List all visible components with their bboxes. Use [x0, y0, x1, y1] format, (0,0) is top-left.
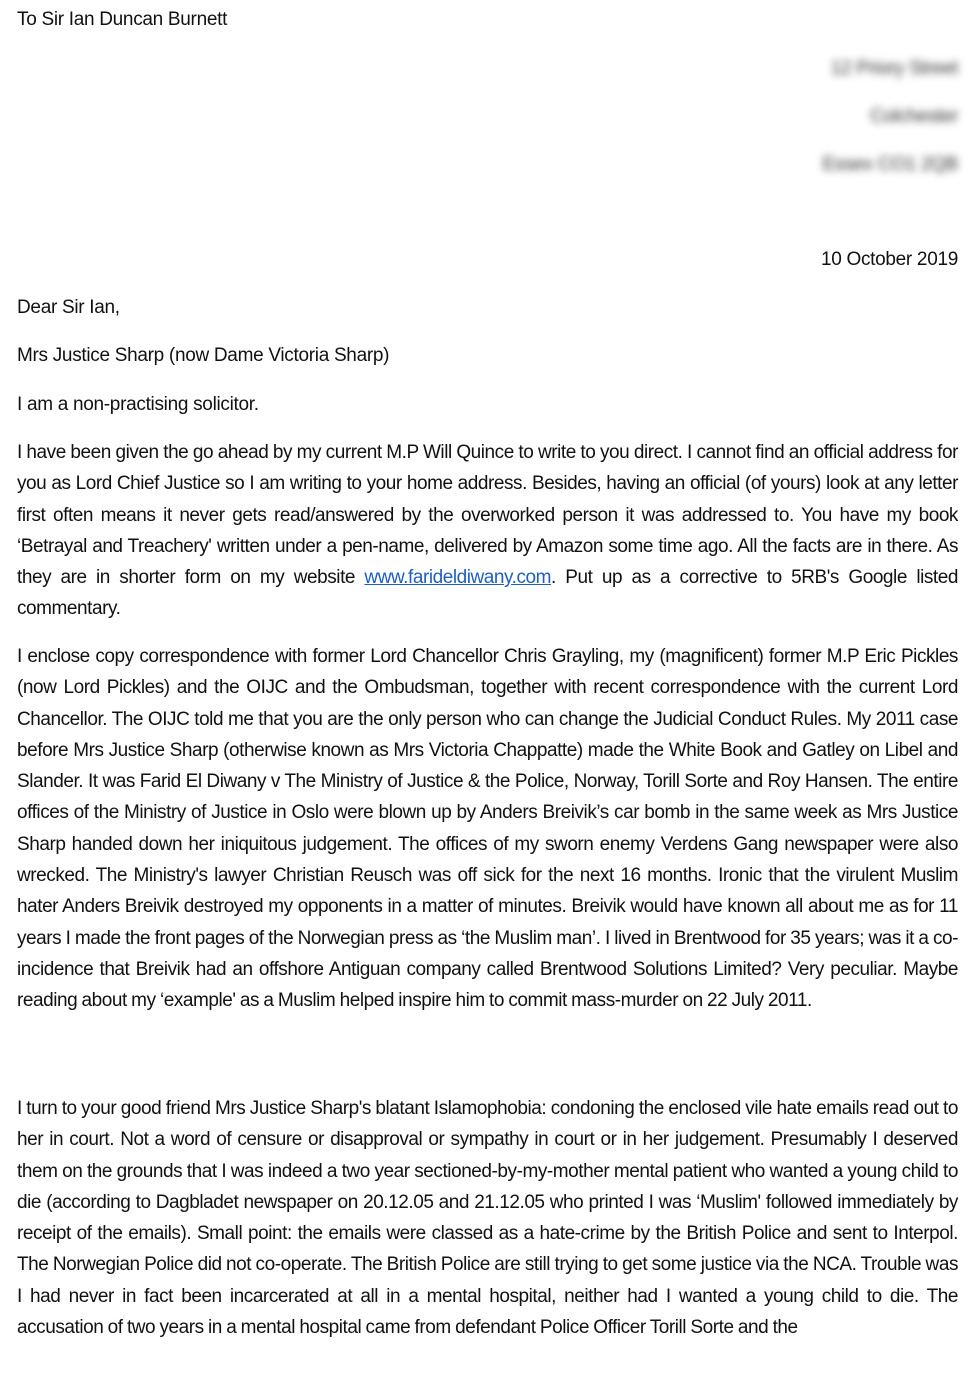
- addressee-line: To Sir Ian Duncan Burnett: [17, 9, 228, 30]
- letter-date: 10 October 2019: [820, 249, 958, 270]
- paragraph-3: I turn to your good friend Mrs Justice Sharp's blatant Islamophobia: condoning the enclosed vile hate emails read out to her in court. Not a word of censure or disapproval or sympathy in court or in her judgement. Presumably I deserved them on the grounds that I was indeed a two year sectioned-by-my-mother mental patient who wanted a young child to die (according to Dagbladet newspaper on 20.12.05 and 21.12.05 who printed I was ‘Muslim' followed immediately by receipt of the emails). Small point: the emails were classed as a hate-crime by the British Police and sent to Interpol. The Norwegian Police did not co-operate. The British Police are still trying to get some justice via the NCA. Trouble was I had never in fact been incarcerated at all in a mental hospital, neither had I wanted a young child to die. The accusation of two years in a mental hospital came from defendant Police Officer Torill Sorte and the: [17, 1098, 958, 1339]
- website-link[interactable]: www.farideldiwany.com: [364, 567, 552, 589]
- intro-line: I am a non-practising solicitor.: [17, 394, 259, 415]
- subject-line: Mrs Justice Sharp (now Dame Victoria Sharp): [17, 345, 390, 366]
- sender-address-line-1: 12 Priory Street: [830, 58, 958, 79]
- paragraph-1: [17, 437, 958, 625]
- salutation: Dear Sir Ian,: [17, 297, 120, 318]
- sender-address-line-2: Colchester: [870, 106, 958, 127]
- sender-address-line-3: Essex CO1 2QB: [822, 154, 958, 175]
- paragraph-1-text-after-link: . Put up as a corrective to 5RB's Google listed commentary.: [17, 567, 958, 620]
- paragraph-2: I enclose copy correspondence with former Lord Chancellor Chris Grayling, my (magnificent) former M.P Eric Pickles (now Lord Pickles) and the OIJC and the Ombudsman, together with recent correspondence with the current Lord Chancellor. The OIJC told me that you are the only person who can change the Judicial Conduct Rules. My 2011 case before Mrs Justice Sharp (otherwise known as Mrs Victoria Chappatte) made the White Book and Gatley on Libel and Slander. It was Farid El Diwany v The Ministry of Justice & the Police, Norway, Torill Sorte and Roy Hansen. The entire offices of the Ministry of Justice in Oslo were blown up by Anders Breivik’s car bomb in the same week as Mrs Justice Sharp handed down her iniquitous judgement. The offices of my sworn enemy Verdens Gang newspaper were also wrecked. The Ministry's lawyer Christian Reusch was off sick for the next 16 months. Ironic that the virulent Muslim hater Anders Breivik destroyed my opponents in a matter of minutes. Breivik would have known all about me as for 11 years I made the front pages of the Norwegian press as ‘the Muslim man’. I lived in Brentwood for 35 years; was it a co-incidence that Breivik had an offshore Antiguan company called Brentwood Solutions Limited? Very peculiar. Maybe reading about my ‘example' as a Muslim helped inspire him to commit mass-murder on 22 July 2011.: [17, 646, 958, 1012]
- paragraph-1-text-before-link: I have been given the go ahead by my current M.P Will Quince to write to you direct. I cannot find an official address for you as Lord Chief Justice so I am writing to your home address. Besides, having an official (of yours) look at any letter first often means it never gets read/answered by the overworked person it was addressed to. You have my book ‘Betrayal and Treachery' written under a pen-name, delivered by Amazon some time ago. All the facts are in there. As they are in shorter form on my website: [17, 442, 958, 589]
- sender-address-redacted: [823, 54, 958, 198]
